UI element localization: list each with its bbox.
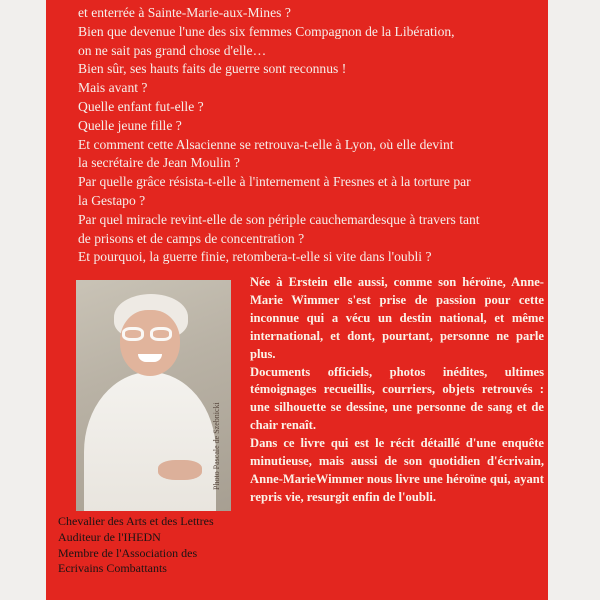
intro-line: Et pourquoi, la guerre finie, retombera-t-elle si vite dans l'oubli ? — [78, 249, 432, 265]
credential-line: Chevalier des Arts et des Lettres — [58, 514, 214, 528]
intro-line: Par quel miracle revint-elle de son périple cauchemardesque à travers tant — [78, 211, 480, 227]
author-blouse — [84, 372, 216, 511]
bio-paragraph: Dans ce livre qui est le récit détaillé d'une enquête minutieuse, mais aussi de son quotidien d'écrivain, Anne-MarieWimmer nous livre une héroïne qui, ayant repris vie, resurgit enfin de l'oubli. — [250, 436, 544, 504]
back-cover — [46, 0, 548, 600]
intro-line: Et comment cette Alsacienne se retrouva-t-elle à Lyon, où elle devint — [78, 136, 454, 152]
credential-line: Membre de l'Association des — [58, 545, 198, 560]
intro-line: de prisons et de camps de concentration ? — [78, 230, 305, 246]
intro-line: et enterrée à Sainte-Marie-aux-Mines ? — [78, 5, 291, 20]
author-face — [120, 310, 180, 376]
bio-paragraph: Née à Erstein elle aussi, comme son héroïne, Anne-Marie Wimmer s'est prise de passion pour cette inconnue qui a vécu un destin national, et même international, et dont, pourtant, personne ne parle plus. — [250, 275, 544, 361]
intro-line: Par quelle grâce résista-t-elle à l'internement à Fresnes et à la torture par — [78, 174, 471, 190]
intro-line: Mais avant ? — [78, 80, 148, 96]
photo-credit: Photo Pascale de Szebnicki — [212, 402, 221, 490]
bio-paragraph: Documents officiels, photos inédites, ultimes témoignages recueillis, courriers, objets retrouvés : une silhouette se dessine, une personne de sang et de chair renaît. — [250, 364, 544, 433]
intro-line: Bien sûr, ses hauts faits de guerre sont reconnus ! — [78, 61, 347, 77]
author-photo — [76, 280, 231, 511]
author-credentials — [58, 514, 248, 577]
intro-line: Quelle enfant fut-elle ? — [78, 98, 204, 114]
intro-line: on ne sait pas grand chose d'elle… — [78, 42, 267, 58]
intro-line: Quelle jeune fille ? — [78, 117, 182, 133]
intro-line: la secrétaire de Jean Moulin ? — [78, 155, 240, 171]
intro-line: la Gestapo ? — [78, 192, 146, 208]
glasses-icon — [122, 327, 178, 343]
author-hands — [158, 460, 202, 480]
credential-line: Ecrivains Combattants — [58, 561, 167, 576]
credential-line: Auditeur de l'IHEDN — [58, 529, 161, 544]
author-bio — [250, 274, 544, 507]
intro-line: Bien que devenue l'une des six femmes Compagnon de la Libération, — [78, 23, 455, 39]
intro-questions — [78, 4, 538, 267]
